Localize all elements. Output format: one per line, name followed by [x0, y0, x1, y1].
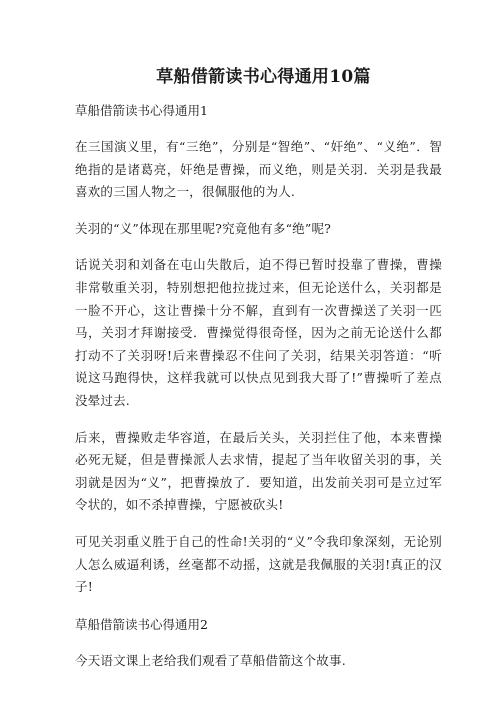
- section-heading: 草船借箭读书心得通用1: [75, 103, 208, 118]
- document-title: 草船借箭读书心得通用10篇: [156, 67, 371, 87]
- paragraph: 今天语文课上老给我们观看了草船借箭这个故事.: [75, 652, 346, 668]
- paragraph: 后来，曹操败走华容道，在最后关头，关羽拦住了他，本来曹操必死无疑，但是曹操派人去求情，提起了当年收留关羽的事，关羽就是因为“义”，把曹操放了．要知道，出发前关羽可是立过军令状的，如不杀掉曹操，宁愿被砍头!: [75, 429, 442, 513]
- paragraph: 可见关羽重义胜于自己的性命!关羽的“义”令我印象深刻，无论别人怎么威逼利诱，丝毫都不动摇，这就是我佩服的关羽!真正的汉子!: [75, 533, 442, 595]
- paragraph: 在三国演义里，有“三绝”，分别是“智绝”、“奸绝”、“义绝”．智绝指的是诸葛亮，奸绝是曹操，而义绝，则是关羽．关羽是我最喜欢的三国人物之一，很佩服他的为人.: [75, 139, 442, 200]
- section-1: [75, 99, 442, 599]
- section-heading: 草船借箭读书心得通用2: [75, 616, 208, 632]
- section-2: [75, 613, 442, 673]
- paragraph: 话说关羽和刘备在屯山失散后，迫不得已暂时投靠了曹操，曹操非常敬重关羽，特别想把他拉拢过来，但无论送什么，关羽都是一脸不开心，这让曹操十分不解，直到有一次曹操送了关羽一匹马，关羽才拜谢接受．曹操觉得很奇怪，因为之前无论送什么都打动不了关羽呀!后来曹操忍不住问了关羽，结果关羽答道：“听说这马跑得快，这样我就可以快点见到我大哥了!”曹操听了差点没晕过去.: [75, 257, 442, 408]
- paragraph: 关羽的“义”体现在那里呢?究竟他有多“绝”呢?: [75, 220, 332, 236]
